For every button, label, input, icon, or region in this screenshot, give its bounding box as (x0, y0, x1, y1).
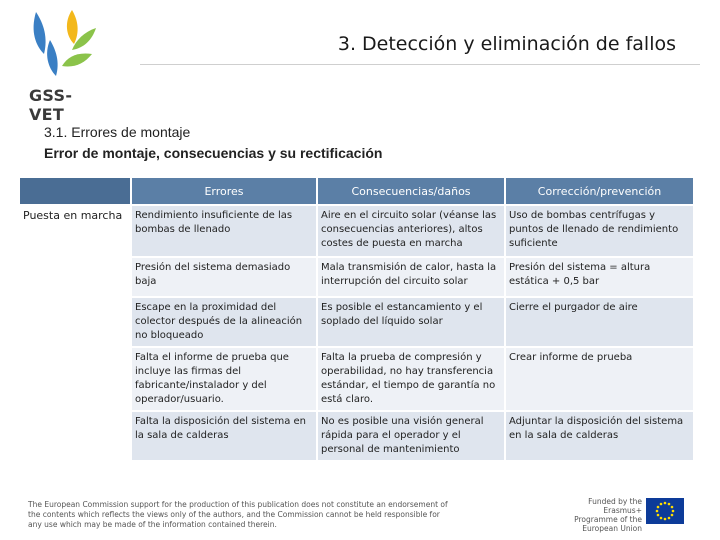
group-spacer (20, 412, 132, 462)
header-cell-empty (20, 178, 132, 206)
section-subtitle: Error de montaje, consecuencias y su rectificación (44, 145, 383, 161)
gss-vet-logo (26, 6, 106, 124)
section-heading: 3.1. Errores de montaje (44, 124, 191, 140)
header-cell-errores: Errores (132, 178, 318, 206)
group-label: Puesta en marcha (20, 206, 132, 258)
table-row (20, 258, 695, 298)
logo-text: GSS-VET (29, 86, 73, 124)
funded-by-text: Funded by the Erasmus+ Programme of the European Union (574, 497, 642, 533)
consequence-cell: No es posible una visión general rápida para el operador y el personal de mantenimiento (318, 412, 506, 462)
error-cell: Escape en la proximidad del colector después de la alineación no bloqueado (132, 298, 318, 348)
section-heading-block (44, 122, 382, 164)
error-cell: Presión del sistema demasiado baja (132, 258, 318, 298)
correction-cell: Adjuntar la disposición del sistema en la sala de calderas (506, 412, 695, 462)
table-row (20, 412, 695, 462)
header-cell-correccion: Corrección/prevención (506, 178, 695, 206)
correction-cell: Crear informe de prueba (506, 348, 695, 412)
correction-cell: Cierre el purgador de aire (506, 298, 695, 348)
error-cell: Rendimiento insuficiente de las bombas de llenado (132, 206, 318, 258)
eu-flag-icon (646, 498, 684, 524)
error-cell: Falta la disposición del sistema en la sala de calderas (132, 412, 318, 462)
table-row (20, 298, 695, 348)
header-cell-consecuencias: Consecuencias/daños (318, 178, 506, 206)
consequence-cell: Es posible el estancamiento y el soplado del líquido solar (318, 298, 506, 348)
title-divider (140, 64, 700, 65)
error-cell: Falta el informe de prueba que incluye las firmas del fabricante/instalador y del operador/usuario. (132, 348, 318, 412)
slide-title: 3. Detección y eliminación de fallos (337, 33, 676, 55)
errors-table (20, 178, 695, 462)
consequence-cell: Falta la prueba de compresión y operabilidad, no hay transferencia estándar, el tiempo de garantía no está claro. (318, 348, 506, 412)
table-header-row (20, 178, 695, 206)
correction-cell: Presión del sistema = altura estática + 0,5 bar (506, 258, 695, 298)
consequence-cell: Aire en el circuito solar (véanse las consecuencias anteriores), altos costes de puesta en marcha (318, 206, 506, 258)
table-row (20, 206, 695, 258)
group-spacer (20, 258, 132, 298)
table-row (20, 348, 695, 412)
group-spacer (20, 348, 132, 412)
eu-disclaimer: The European Commission support for the production of this publication does not constitute an endorsement of the contents which reflects the views only of the authors, and the Commission cannot be held responsible for any use which may be made of the information contained therein. (28, 500, 448, 529)
logo-leaves-icon (26, 6, 106, 86)
consequence-cell: Mala transmisión de calor, hasta la interrupción del circuito solar (318, 258, 506, 298)
group-spacer (20, 298, 132, 348)
correction-cell: Uso de bombas centrífugas y puntos de llenado de rendimiento suficiente (506, 206, 695, 258)
